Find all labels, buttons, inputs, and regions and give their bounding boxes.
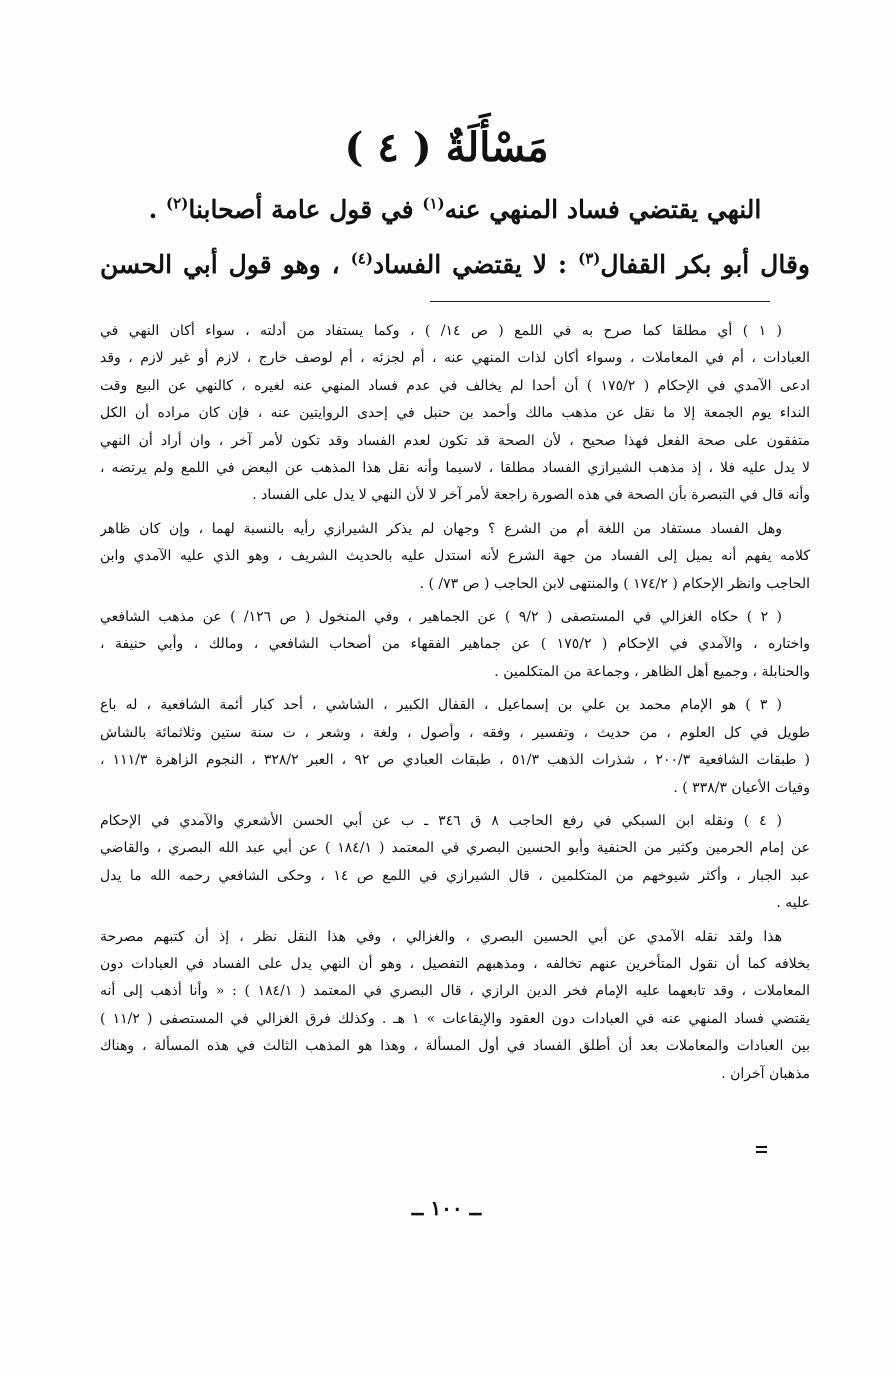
footnote-line: مذهبان آخران . <box>721 1065 810 1082</box>
main-text-fragment: وقال أبو بكر القفال <box>600 250 810 279</box>
footnotes <box>100 318 810 1094</box>
footnote-line: عن إمام الحرمين وكثير من الحنفية وأبو الحسين البصري في المعتمد ( ١٨٤/١ ) عن أبي عبد الله البصري ، والقاضي <box>100 840 810 857</box>
section-heading: مَسْأَلَةٌ ( ٤ ) <box>344 124 549 171</box>
main-text-fragment: في قول عامة أصحابنا <box>188 195 423 224</box>
footnote-2 <box>100 604 810 686</box>
footnote-line: ( ٤ ) ونقله ابن السبكي في رفع الحاجب ٨ ق ٣٤٦ ـ ب عن أبي الحسن الأشعري والآمدي في الإحكام <box>100 812 783 829</box>
main-text-fragment: : لا يقتضي الفساد <box>372 250 579 279</box>
page-number: ــ ١٠٠ ــ <box>411 1196 482 1220</box>
footnote-line: وهل الفساد مستفاد من اللغة أم من الشرع ؟ وجهان لم يذكر الشيرازي رأيه بالنسبة لهما ، وإن كان ظاهر <box>100 520 782 537</box>
footnote-ref-3[interactable]: (٣) <box>578 249 601 268</box>
footnote-line: ( ١ ) أي مطلقا كما صرح به في اللمع ( ص ١٤/ ) ، وكما يستفاد من أدلته ، سواء أكان النهي في <box>100 323 782 339</box>
footnote-ref-2[interactable]: (٢) <box>166 194 189 213</box>
footnote-line: متفقون على صحة الفعل فهذا صحيح ، لأن الصحة قد تكون لعدم الفساد وقد تكون لأمر آخر ، وان أراد أن النهي <box>100 432 810 449</box>
footnote-line: يقتضي فساد المنهي عنه في العبادات دون العقود والإيقاعات » ١ هـ . وكذلك فرق الغزالي في المستصفى ( ١١/٢ ) <box>100 1010 810 1027</box>
footnote-line: واختاره ، والآمدي في الإحكام ( ١٧٥/٢ ) عن جماهير الفقهاء من أصحاب الشافعي ، ومالك ، وأبي حنيفة ، <box>100 636 810 653</box>
footnote-line: كلامه يفهم أنه يميل إلى الفساد من جهة الشرع لأنه استدل عليه بالحديث الشريف ، وهو الذي عليه الآمدي وابن <box>100 548 810 565</box>
main-text-fragment: . <box>148 195 167 224</box>
footnote-ref-1[interactable]: (١) <box>422 194 445 213</box>
footnote-line: وفيات الأعيان ٣٣٨/٣ ) . <box>673 779 810 796</box>
footnote-line: ( طبقات الشافعية ٢٠٠/٣ ، شذرات الذهب ٥١/٣ ، طبقات العبادي ص ٩٢ ، العبر ٣٢٨/٢ ، النجوم الزاهرة ١١١/٣ ، <box>100 752 810 769</box>
footnote-1 <box>100 318 810 510</box>
footnote-line: لا يدل عليه فلا ، إذ مذهب الشيرازي الفساد مطلقا ، لاسيما وأنه نقل هذا المذهب عن البعض في اللمع ولم يرتضه ، <box>100 460 810 477</box>
footnote-3 <box>100 692 810 802</box>
footnote-line: بين العبادات والمعاملات بعد أن أطلق الفساد في أول المسألة ، وهذا هو المذهب الثالث في هذه المسألة ، وهناك <box>100 1038 810 1055</box>
footnote-line: ( ٣ ) هو الإمام محمد بن علي بن إسماعيل ، القفال الكبير ، الشاشي ، أحد كبار أئمة الشافعية ، له باع <box>100 697 782 714</box>
main-text-line-2 <box>100 245 810 285</box>
main-text-fragment: النهي يقتضي فساد المنهي عنه <box>444 195 762 224</box>
footnote-line: النداء يوم الجمعة إلا ما نقل عن مذهب مالك وأحمد بن حنبل في إحدى الروايتين عنه ، فإن كان مراده أن الكل <box>100 405 810 422</box>
footnote-ref-4[interactable]: (٤) <box>350 249 373 268</box>
footnote-line: عليه . <box>776 895 810 912</box>
footnote-1-continued <box>100 516 810 598</box>
footnote-line: والحنابلة ، وجميع أهل الظاهر ، وجماعة من المتكلمين . <box>494 663 810 680</box>
main-text-line-1 <box>100 190 810 230</box>
footnote-line: الحاجب وانظر الإحكام ( ١٧٤/٢ ) والمنتهى لابن الحاجب ( ص ٧٣/ ) . <box>419 575 810 592</box>
footnote-line: بخلافه كما أن نقول المتأخرين عنهم تخالفه ، ومذهبهم التفصيل ، وهو أن النهي يدل على الفساد في العبادات دون <box>100 955 810 972</box>
footnote-line: طويل في كل العلوم ، من حديث ، وتفسير ، وفقه ، وأصول ، ولغة ، وشعر ، ت سنة ستين وثلاثمائة بالشاش <box>100 724 810 741</box>
footnote-line: ادعى الآمدي في الإحكام ( ١٧٥/٢ ) أن أحدا لم يخالف في عدم فساد المنهي عنه لغيره ، كالنهي عن البيع وقت <box>100 377 810 394</box>
footnote-line: وأنه قال في التبصرة بأن الصحة في هذه الصورة راجعة لأمر آخر لا لأن النهي لا يدل على الفساد . <box>252 487 810 504</box>
footnote-4 <box>100 808 810 918</box>
footnote-line: عبد الجبار ، وأكثر شيوخهم من المتكلمين ، قال الشيرازي في اللمع ص ١٤ ، وحكى الشافعي رحمه الله ما يدل <box>100 867 810 884</box>
footnote-line: ( ٢ ) حكاه الغزالي في المستصفى ( ٩/٢ ) عن الجماهير ، وفي المنخول ( ص ١٢٦/ ) عن مذهب الشافعي <box>100 609 782 626</box>
footnote-divider <box>430 301 770 302</box>
footnote-line: العبادات ، أم في المعاملات ، وسواء أكان لذات المنهي عنه ، أم لجزئه ، أم لوصف خارج ، لازم أو غير لازم ، وقد <box>100 350 810 367</box>
continuation-mark <box>756 1146 767 1153</box>
main-text-fragment: ، وهو قول أبي الحسن <box>100 250 351 279</box>
footnote-4-continued <box>100 924 810 1088</box>
footnote-line: هذا ولقد نقله الآمدي عن أبي الحسين البصري ، والغزالي ، وفي هذا النقل نظر ، إذ أن كتبهم مصرحة <box>100 928 782 945</box>
footnote-line: المعاملات ، وقد تابعهما عليه الإمام فخر الدين الرازي ، قال البصري في المعتمد ( ١٨٤/١ ) : « وأنا أذهب إلى أنه <box>100 983 810 1000</box>
